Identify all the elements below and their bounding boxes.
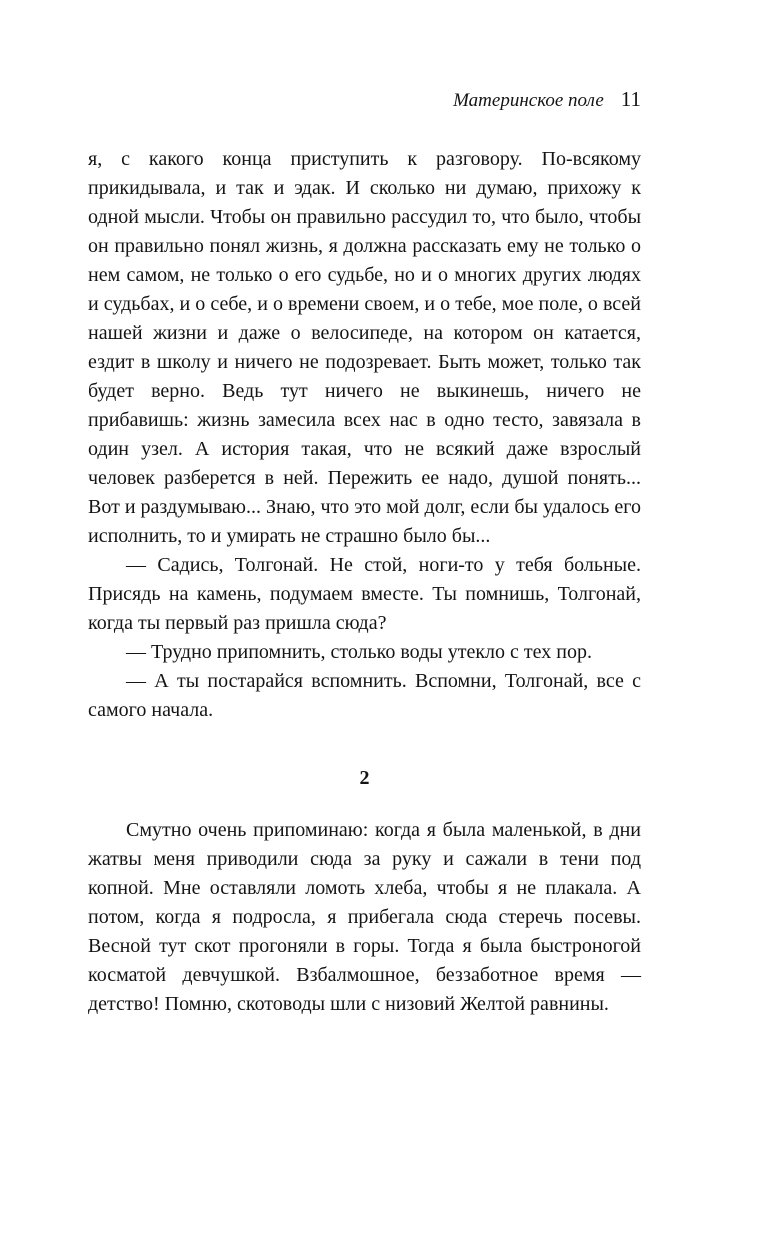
page-number: 11 — [620, 87, 641, 111]
chapter-section-number: 2 — [359, 767, 370, 789]
paragraph-dialogue: — Трудно припомнить, столько воды утекло с тех пор. — [126, 641, 592, 663]
paragraph-dialogue: — А ты постарайся вспомнить. Вспомни, Толгонай, все с самого начала. — [88, 670, 641, 721]
paragraph: Смутно очень припоминаю: когда я была маленькой, в дни жатвы меня приводили сюда за руку и сажали в тени под копной. Мне оставляли ломоть хлеба, чтобы я не плакала. А потом, когда я подросла, я прибегала сюда стеречь посевы. Весной тут скот прогоняли в горы. Тогда я была быстроногой косматой девчушкой. Взбалмошное, беззаботное время — детство! Помню, скотоводы шли с низовий Желтой равнины. — [88, 819, 641, 1015]
body-text — [88, 145, 641, 1019]
paragraph-dialogue: — Садись, Толгонай. Не стой, ноги-то у тебя больные. Присядь на камень, подумаем вместе. Ты помнишь, Толгонай, когда ты первый раз пришла сюда? — [88, 554, 641, 634]
paragraph-continuation: я, с какого конца приступить к разговору. По-всякому прикидывала, и так и эдак. И сколько ни думаю, прихожу к одной мысли. Чтобы он правильно рассудил то, что было, чтобы он правильно понял жизнь, я должна рассказать ему не только о нем самом, не только о его судьбе, но и о многих других людях и судьбах, и о себе, и о времени своем, и о тебе, мое поле, о всей нашей жизни и даже о велосипеде, на котором он катается, ездит в школу и ничего не подозревает. Быть может, только так будет верно. Ведь тут ничего не выкинешь, ничего не прибавишь: жизнь замесила всех нас в одно тесто, завязала в один узел. А история такая, что не всякий даже взрослый человек разберется в ней. Пережить ее надо, душой понять... Вот и раздумываю... Знаю, что это мой долг, если бы удалось его исполнить, то и умирать не страшно было бы... — [88, 148, 641, 547]
running-header-title: Материнское поле — [453, 90, 604, 111]
running-header — [88, 88, 641, 112]
